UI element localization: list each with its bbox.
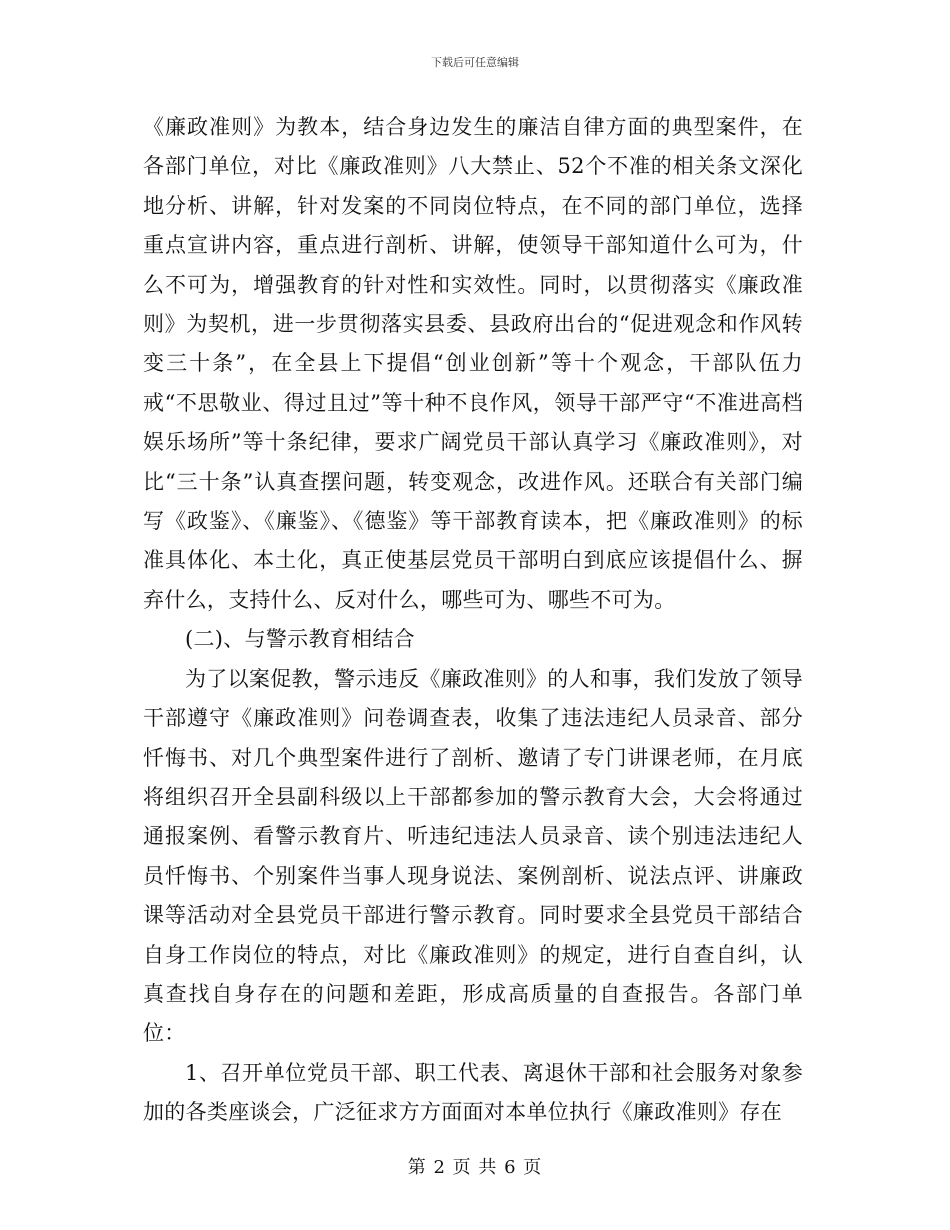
- page-header-note: 下载后可任意编辑: [431, 56, 519, 69]
- paragraph-3: 为了以案促教，警示违反《廉政准则》的人和事，我们发放了领导干部遵守《廉政准则》问卷调查表，收集了违法违纪人员录音、部分忏悔书、对几个典型案件进行了剖析、邀请了专门讲课老师，在月底将组织召开全县副科级以上干部都参加的警示教育大会，大会将通过通报案例、看警示教育片、听违纪违法人员录音、读个别违法违纪人员忏悔书、个别案件当事人现身说法、案例剖析、说法点评、讲廉政课等活动对全县党员干部进行警示教育。同时要求全县党员干部结合自身工作岗位的特点，对比《廉政准则》的规定，进行自查自纠，认真查找自身存在的问题和差距，形成高质量的自查报告。各部门单位：: [143, 666, 803, 1046]
- page-number-footer: 第 2 页 共 6 页: [407, 1157, 543, 1178]
- paragraph-4: 1、召开单位党员干部、职工代表、离退休干部和社会服务对象参加的各类座谈会，广泛征求方方面面对本单位执行《廉政准则》存在: [143, 1060, 803, 1125]
- section-heading-2: (二)、与警示教育相结合: [185, 627, 415, 652]
- document-body: [143, 108, 803, 1133]
- paragraph-1: 《廉政准则》为教本，结合身边发生的廉洁自律方面的典型案件，在各部门单位，对比《廉政准则》八大禁止、52个不准的相关条文深化地分析、讲解，针对发案的不同岗位特点，在不同的部门单位，选择重点宣讲内容，重点进行剖析、讲解，使领导干部知道什么可为，什么不可为，增强教育的针对性和实效性。同时，以贯彻落实《廉政准则》为契机，进一步贯彻落实县委、县政府出台的“促进观念和作风转变三十条”，在全县上下提倡“创业创新”等十个观念，干部队伍力戒“不思敬业、得过且过”等十种不良作风，领导干部严守“不准进高档娱乐场所”等十条纪律，要求广阔党员干部认真学习《廉政准则》，对比“三十条”认真查摆问题，转变观念，改进作风。还联合有关部门编写《政鉴》、《廉鉴》、《德鉴》等干部教育读本，把《廉政准则》的标准具体化、本土化，真正使基层党员干部明白到底应该提倡什么、摒弃什么，支持什么、反对什么，哪些可为、哪些不可为。: [143, 115, 803, 612]
